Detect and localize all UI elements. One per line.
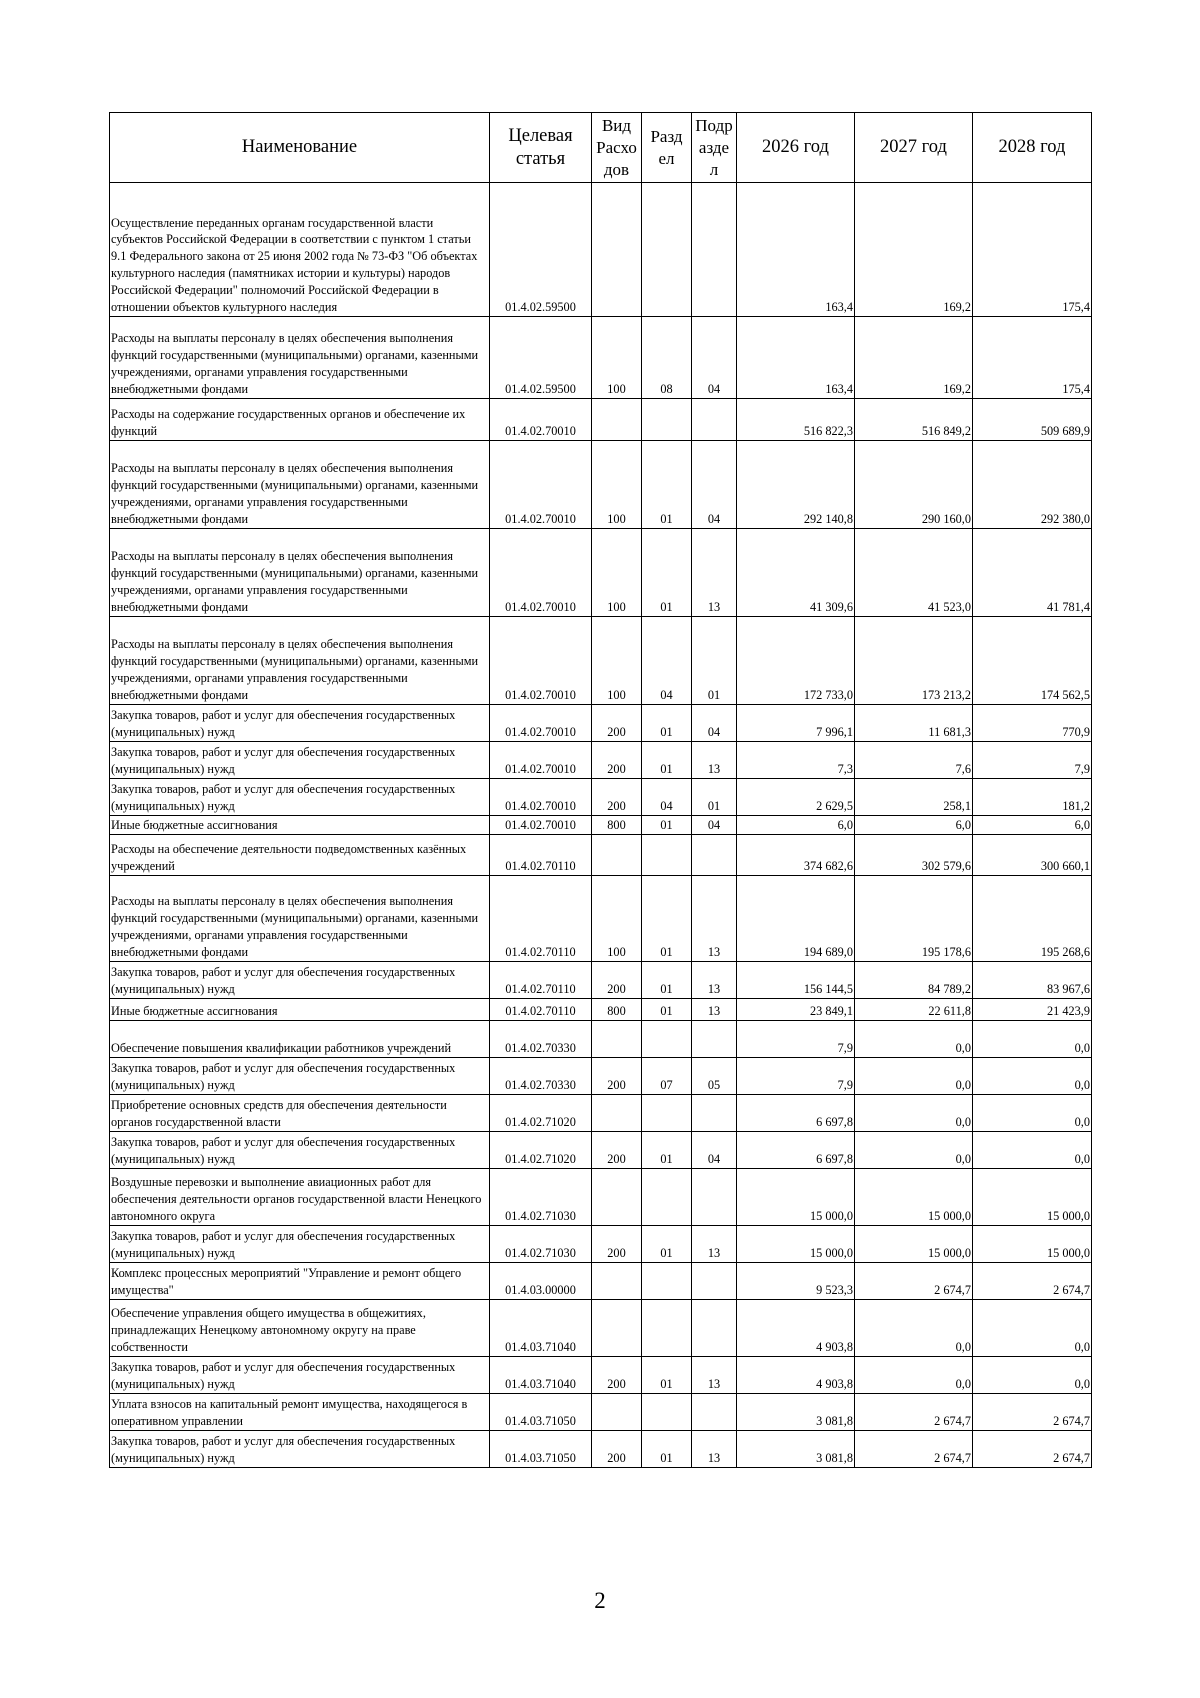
cell-year-2026: 374 682,6	[737, 835, 855, 876]
cell-name: Комплекс процессных мероприятий "Управление и ремонт общего имущества"	[110, 1263, 490, 1300]
table-row	[110, 962, 1092, 999]
table-body	[110, 183, 1092, 1468]
table-row	[110, 183, 1092, 317]
cell-year-2026: 15 000,0	[737, 1169, 855, 1226]
cell-subsection: 01	[692, 779, 737, 816]
cell-section: 04	[642, 779, 692, 816]
cell-target-article: 01.4.02.71030	[490, 1169, 592, 1226]
table-header-row	[110, 113, 1092, 183]
cell-section: 01	[642, 876, 692, 962]
table-row	[110, 1132, 1092, 1169]
cell-name: Обеспечение управления общего имущества в общежитиях, принадлежащих Ненецкому автономному округу на праве собственности	[110, 1300, 490, 1357]
cell-year-2028: 509 689,9	[973, 399, 1092, 441]
cell-expense-kind: 200	[592, 779, 642, 816]
cell-year-2026: 4 903,8	[737, 1357, 855, 1394]
cell-name: Приобретение основных средств для обеспечения деятельности органов государственной власти	[110, 1095, 490, 1132]
cell-year-2027: 169,2	[855, 183, 973, 317]
cell-target-article: 01.4.02.70110	[490, 876, 592, 962]
cell-subsection: 13	[692, 999, 737, 1021]
cell-section	[642, 1263, 692, 1300]
cell-expense-kind: 800	[592, 999, 642, 1021]
cell-year-2026: 7,3	[737, 742, 855, 779]
cell-expense-kind: 100	[592, 617, 642, 705]
cell-year-2026: 194 689,0	[737, 876, 855, 962]
cell-name: Расходы на содержание государственных органов и обеспечение их функций	[110, 399, 490, 441]
cell-name: Иные бюджетные ассигнования	[110, 816, 490, 835]
cell-year-2027: 2 674,7	[855, 1431, 973, 1468]
cell-target-article: 01.4.02.70010	[490, 779, 592, 816]
cell-year-2026: 7,9	[737, 1058, 855, 1095]
cell-name: Расходы на выплаты персоналу в целях обеспечения выполнения функций государственными (муниципальными) органами, казенными учреждениями, органами управления государственными внебюджетными фондами	[110, 617, 490, 705]
cell-year-2027: 0,0	[855, 1132, 973, 1169]
cell-target-article: 01.4.03.71040	[490, 1357, 592, 1394]
cell-year-2026: 292 140,8	[737, 441, 855, 529]
cell-subsection	[692, 1095, 737, 1132]
cell-target-article: 01.4.02.70010	[490, 742, 592, 779]
cell-subsection: 05	[692, 1058, 737, 1095]
cell-target-article: 01.4.02.71020	[490, 1095, 592, 1132]
cell-year-2026: 6 697,8	[737, 1095, 855, 1132]
table-row	[110, 1021, 1092, 1058]
cell-subsection	[692, 1394, 737, 1431]
cell-subsection: 04	[692, 816, 737, 835]
cell-name: Обеспечение повышения квалификации работников учреждений	[110, 1021, 490, 1058]
cell-expense-kind	[592, 1095, 642, 1132]
cell-section	[642, 1300, 692, 1357]
cell-expense-kind: 200	[592, 1226, 642, 1263]
cell-section: 01	[642, 816, 692, 835]
cell-section: 01	[642, 962, 692, 999]
cell-year-2028: 175,4	[973, 317, 1092, 399]
cell-subsection: 04	[692, 441, 737, 529]
table-row	[110, 1226, 1092, 1263]
budget-table	[109, 112, 1092, 1468]
cell-section	[642, 399, 692, 441]
table-row	[110, 876, 1092, 962]
cell-target-article: 01.4.02.70010	[490, 441, 592, 529]
cell-target-article: 01.4.03.71050	[490, 1431, 592, 1468]
table-row	[110, 1431, 1092, 1468]
cell-year-2028: 770,9	[973, 705, 1092, 742]
cell-name: Расходы на выплаты персоналу в целях обеспечения выполнения функций государственными (муниципальными) органами, казенными учреждениями, органами управления государственными внебюджетными фондами	[110, 441, 490, 529]
cell-year-2026: 7 996,1	[737, 705, 855, 742]
cell-target-article: 01.4.02.70110	[490, 835, 592, 876]
cell-target-article: 01.4.02.70010	[490, 816, 592, 835]
cell-subsection: 13	[692, 742, 737, 779]
cell-year-2028: 21 423,9	[973, 999, 1092, 1021]
cell-name: Осуществление переданных органам государственной власти субъектов Российской Федерации в соответствии с пунктом 1 статьи 9.1 Федерального закона от 25 июня 2002 года № 73-ФЗ "Об объектах культурного наследия (памятниках истории и культуры) народов Российской Федерации" полномочий Российской Федерации в отношении объектов культурного наследия	[110, 183, 490, 317]
cell-name: Закупка товаров, работ и услуг для обеспечения государственных (муниципальных) нужд	[110, 779, 490, 816]
cell-subsection	[692, 835, 737, 876]
cell-target-article: 01.4.02.70110	[490, 999, 592, 1021]
cell-name: Уплата взносов на капитальный ремонт имущества, находящегося в оперативном управлении	[110, 1394, 490, 1431]
cell-name: Закупка товаров, работ и услуг для обеспечения государственных (муниципальных) нужд	[110, 962, 490, 999]
table-row	[110, 1058, 1092, 1095]
cell-year-2026: 516 822,3	[737, 399, 855, 441]
cell-year-2028: 0,0	[973, 1021, 1092, 1058]
cell-subsection: 13	[692, 876, 737, 962]
cell-year-2027: 2 674,7	[855, 1394, 973, 1431]
cell-name: Расходы на выплаты персоналу в целях обеспечения выполнения функций государственными (муниципальными) органами, казенными учреждениями, органами управления государственными внебюджетными фондами	[110, 876, 490, 962]
cell-year-2028: 181,2	[973, 779, 1092, 816]
table-row	[110, 1263, 1092, 1300]
cell-year-2028: 2 674,7	[973, 1394, 1092, 1431]
header-expense-kind: Вид Расхо дов	[592, 113, 642, 183]
cell-target-article: 01.4.03.00000	[490, 1263, 592, 1300]
cell-year-2027: 0,0	[855, 1021, 973, 1058]
cell-section: 01	[642, 441, 692, 529]
cell-target-article: 01.4.02.71030	[490, 1226, 592, 1263]
cell-year-2026: 15 000,0	[737, 1226, 855, 1263]
cell-year-2027: 7,6	[855, 742, 973, 779]
cell-expense-kind	[592, 1021, 642, 1058]
cell-subsection: 13	[692, 529, 737, 617]
cell-year-2027: 258,1	[855, 779, 973, 816]
cell-year-2027: 11 681,3	[855, 705, 973, 742]
cell-section: 01	[642, 1132, 692, 1169]
cell-year-2028: 0,0	[973, 1132, 1092, 1169]
cell-name: Закупка товаров, работ и услуг для обеспечения государственных (муниципальных) нужд	[110, 742, 490, 779]
cell-year-2027: 0,0	[855, 1058, 973, 1095]
cell-year-2027: 2 674,7	[855, 1263, 973, 1300]
table-row	[110, 1095, 1092, 1132]
cell-expense-kind: 200	[592, 705, 642, 742]
cell-year-2026: 3 081,8	[737, 1431, 855, 1468]
cell-expense-kind	[592, 1169, 642, 1226]
cell-expense-kind: 100	[592, 876, 642, 962]
cell-name: Закупка товаров, работ и услуг для обеспечения государственных (муниципальных) нужд	[110, 1357, 490, 1394]
cell-year-2026: 9 523,3	[737, 1263, 855, 1300]
cell-section	[642, 183, 692, 317]
cell-year-2026: 3 081,8	[737, 1394, 855, 1431]
cell-subsection: 04	[692, 317, 737, 399]
cell-section	[642, 835, 692, 876]
cell-subsection	[692, 1300, 737, 1357]
cell-subsection	[692, 183, 737, 317]
cell-name: Закупка товаров, работ и услуг для обеспечения государственных (муниципальных) нужд	[110, 1431, 490, 1468]
cell-expense-kind: 100	[592, 317, 642, 399]
cell-year-2028: 15 000,0	[973, 1169, 1092, 1226]
page-number: 2	[594, 1588, 606, 1613]
header-year-2028: 2028 год	[973, 113, 1092, 183]
cell-year-2028: 2 674,7	[973, 1431, 1092, 1468]
cell-expense-kind: 200	[592, 742, 642, 779]
cell-subsection: 13	[692, 962, 737, 999]
cell-year-2026: 23 849,1	[737, 999, 855, 1021]
cell-year-2027: 22 611,8	[855, 999, 973, 1021]
cell-section: 01	[642, 529, 692, 617]
cell-year-2027: 15 000,0	[855, 1226, 973, 1263]
cell-expense-kind: 200	[592, 1431, 642, 1468]
header-section: Разд ел	[642, 113, 692, 183]
cell-section: 01	[642, 1431, 692, 1468]
cell-expense-kind	[592, 399, 642, 441]
header-year-2027: 2027 год	[855, 113, 973, 183]
cell-section: 01	[642, 999, 692, 1021]
cell-section	[642, 1394, 692, 1431]
cell-name: Иные бюджетные ассигнования	[110, 999, 490, 1021]
cell-section: 01	[642, 742, 692, 779]
cell-section	[642, 1021, 692, 1058]
cell-year-2027: 290 160,0	[855, 441, 973, 529]
cell-expense-kind	[592, 1394, 642, 1431]
cell-subsection: 13	[692, 1431, 737, 1468]
cell-name: Закупка товаров, работ и услуг для обеспечения государственных (муниципальных) нужд	[110, 705, 490, 742]
table-row	[110, 779, 1092, 816]
table-row	[110, 742, 1092, 779]
cell-subsection: 13	[692, 1357, 737, 1394]
cell-section: 01	[642, 705, 692, 742]
cell-expense-kind	[592, 835, 642, 876]
cell-year-2028: 174 562,5	[973, 617, 1092, 705]
cell-section: 04	[642, 617, 692, 705]
table-row	[110, 529, 1092, 617]
cell-target-article: 01.4.03.71050	[490, 1394, 592, 1431]
cell-name: Закупка товаров, работ и услуг для обеспечения государственных (муниципальных) нужд	[110, 1132, 490, 1169]
cell-name: Воздушные перевозки и выполнение авиационных работ для обеспечения деятельности органов государственной власти Ненецкого автономного округа	[110, 1169, 490, 1226]
cell-subsection: 04	[692, 705, 737, 742]
table-row	[110, 1300, 1092, 1357]
cell-year-2027: 15 000,0	[855, 1169, 973, 1226]
cell-year-2026: 6,0	[737, 816, 855, 835]
cell-year-2027: 169,2	[855, 317, 973, 399]
table-row	[110, 816, 1092, 835]
cell-expense-kind: 800	[592, 816, 642, 835]
table-row	[110, 1357, 1092, 1394]
cell-year-2028: 41 781,4	[973, 529, 1092, 617]
cell-target-article: 01.4.02.70010	[490, 705, 592, 742]
cell-year-2028: 7,9	[973, 742, 1092, 779]
cell-year-2027: 0,0	[855, 1300, 973, 1357]
cell-year-2026: 2 629,5	[737, 779, 855, 816]
cell-year-2026: 6 697,8	[737, 1132, 855, 1169]
cell-section	[642, 1169, 692, 1226]
cell-year-2027: 173 213,2	[855, 617, 973, 705]
cell-year-2028: 292 380,0	[973, 441, 1092, 529]
cell-year-2028: 175,4	[973, 183, 1092, 317]
table-row	[110, 999, 1092, 1021]
cell-year-2026: 41 309,6	[737, 529, 855, 617]
cell-year-2028: 195 268,6	[973, 876, 1092, 962]
cell-year-2026: 163,4	[737, 183, 855, 317]
cell-section	[642, 1095, 692, 1132]
cell-subsection: 13	[692, 1226, 737, 1263]
cell-year-2028: 0,0	[973, 1058, 1092, 1095]
cell-target-article: 01.4.02.70330	[490, 1058, 592, 1095]
table-row	[110, 399, 1092, 441]
cell-section: 07	[642, 1058, 692, 1095]
cell-target-article: 01.4.02.71020	[490, 1132, 592, 1169]
cell-target-article: 01.4.02.70010	[490, 399, 592, 441]
cell-year-2027: 84 789,2	[855, 962, 973, 999]
cell-section: 08	[642, 317, 692, 399]
cell-expense-kind	[592, 1300, 642, 1357]
cell-year-2028: 0,0	[973, 1357, 1092, 1394]
cell-name: Закупка товаров, работ и услуг для обеспечения государственных (муниципальных) нужд	[110, 1226, 490, 1263]
header-name: Наименование	[110, 113, 490, 183]
cell-year-2028: 300 660,1	[973, 835, 1092, 876]
cell-target-article: 01.4.02.59500	[490, 317, 592, 399]
cell-year-2027: 0,0	[855, 1357, 973, 1394]
budget-table-container	[109, 112, 1091, 1468]
cell-subsection: 04	[692, 1132, 737, 1169]
cell-year-2027: 516 849,2	[855, 399, 973, 441]
cell-expense-kind: 100	[592, 441, 642, 529]
header-year-2026: 2026 год	[737, 113, 855, 183]
cell-year-2028: 0,0	[973, 1095, 1092, 1132]
cell-name: Расходы на обеспечение деятельности подведомственных казённых учреждений	[110, 835, 490, 876]
cell-year-2026: 156 144,5	[737, 962, 855, 999]
cell-year-2028: 0,0	[973, 1300, 1092, 1357]
header-target-article: Целевая статья	[490, 113, 592, 183]
cell-year-2027: 195 178,6	[855, 876, 973, 962]
cell-subsection: 01	[692, 617, 737, 705]
cell-year-2026: 7,9	[737, 1021, 855, 1058]
cell-expense-kind	[592, 1263, 642, 1300]
cell-name: Расходы на выплаты персоналу в целях обеспечения выполнения функций государственными (муниципальными) органами, казенными учреждениями, органами управления государственными внебюджетными фондами	[110, 529, 490, 617]
cell-section: 01	[642, 1226, 692, 1263]
cell-year-2026: 4 903,8	[737, 1300, 855, 1357]
cell-subsection	[692, 1021, 737, 1058]
cell-target-article: 01.4.03.71040	[490, 1300, 592, 1357]
table-row	[110, 705, 1092, 742]
cell-target-article: 01.4.02.70330	[490, 1021, 592, 1058]
cell-target-article: 01.4.02.70110	[490, 962, 592, 999]
cell-year-2026: 163,4	[737, 317, 855, 399]
cell-target-article: 01.4.02.70010	[490, 529, 592, 617]
cell-year-2026: 172 733,0	[737, 617, 855, 705]
cell-year-2028: 15 000,0	[973, 1226, 1092, 1263]
table-row	[110, 1394, 1092, 1431]
cell-expense-kind	[592, 183, 642, 317]
cell-expense-kind: 200	[592, 962, 642, 999]
cell-section: 01	[642, 1357, 692, 1394]
cell-expense-kind: 200	[592, 1058, 642, 1095]
cell-year-2027: 41 523,0	[855, 529, 973, 617]
cell-subsection	[692, 1263, 737, 1300]
cell-name: Закупка товаров, работ и услуг для обеспечения государственных (муниципальных) нужд	[110, 1058, 490, 1095]
header-subsection: Подр азде л	[692, 113, 737, 183]
cell-year-2028: 6,0	[973, 816, 1092, 835]
cell-year-2028: 2 674,7	[973, 1263, 1092, 1300]
cell-year-2027: 0,0	[855, 1095, 973, 1132]
table-row	[110, 441, 1092, 529]
cell-year-2027: 6,0	[855, 816, 973, 835]
cell-name: Расходы на выплаты персоналу в целях обеспечения выполнения функций государственными (муниципальными) органами, казенными учреждениями, органами управления государственными внебюджетными фондами	[110, 317, 490, 399]
table-row	[110, 317, 1092, 399]
cell-expense-kind: 200	[592, 1357, 642, 1394]
table-row	[110, 617, 1092, 705]
cell-expense-kind: 100	[592, 529, 642, 617]
table-row	[110, 835, 1092, 876]
cell-subsection	[692, 1169, 737, 1226]
cell-subsection	[692, 399, 737, 441]
cell-target-article: 01.4.02.59500	[490, 183, 592, 317]
cell-target-article: 01.4.02.70010	[490, 617, 592, 705]
cell-year-2027: 302 579,6	[855, 835, 973, 876]
cell-expense-kind: 200	[592, 1132, 642, 1169]
cell-year-2028: 83 967,6	[973, 962, 1092, 999]
table-row	[110, 1169, 1092, 1226]
